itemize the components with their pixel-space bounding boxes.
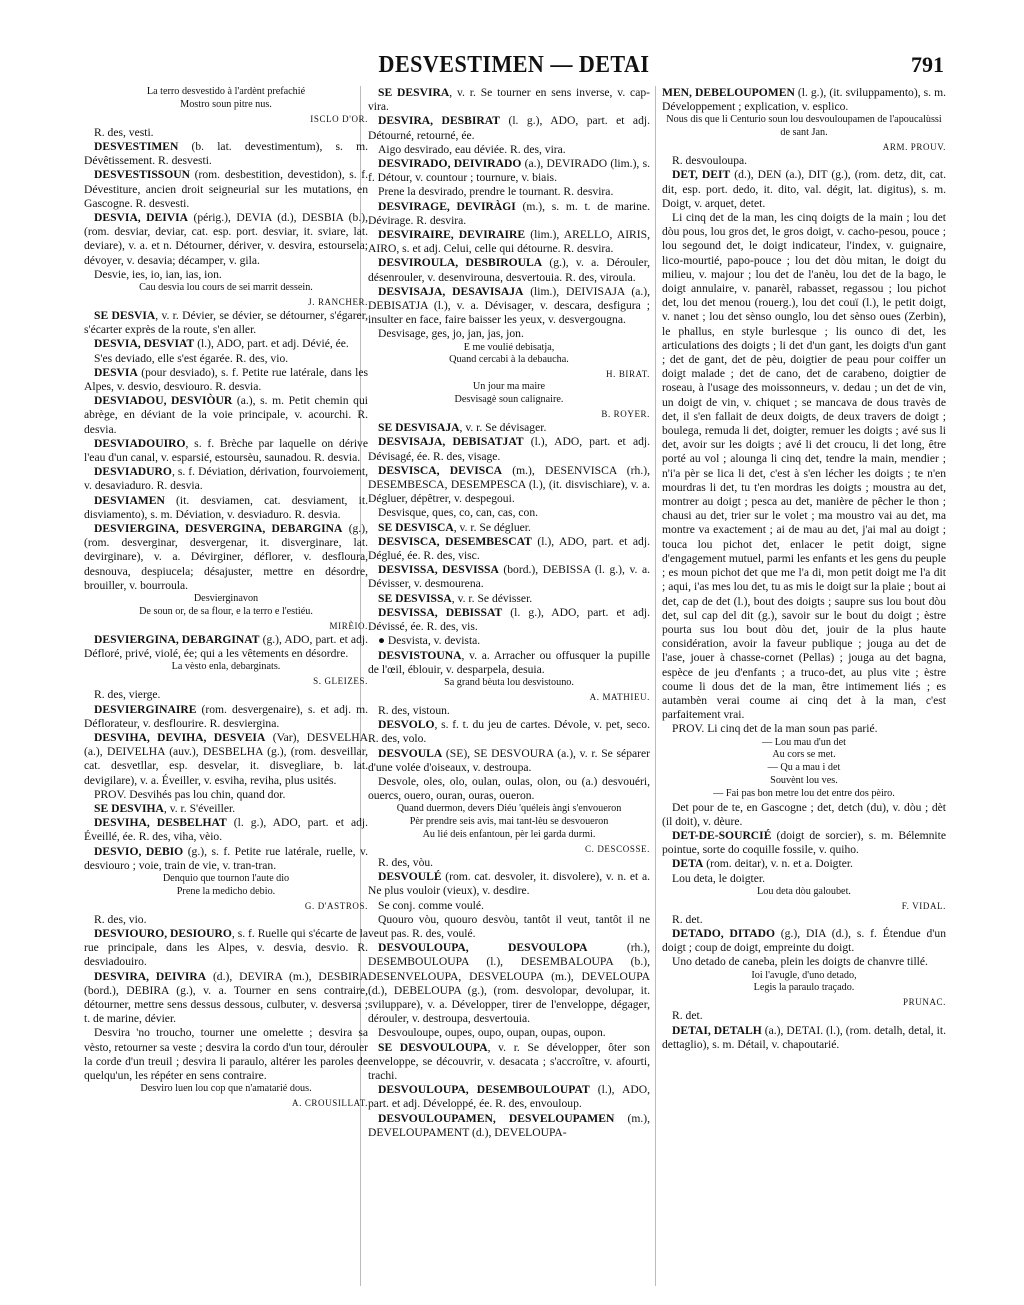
running-title: DESVESTIMEN — DETAI: [378, 52, 650, 78]
headword: SE DESVOULOUPA: [378, 1040, 488, 1054]
headword: DESVISAJA, DESAVISAJA: [378, 284, 524, 298]
dictionary-entry: [368, 1112, 650, 1140]
dictionary-entry: S'es deviado, elle s'est égarée. R. des, vio.: [94, 351, 289, 365]
definition-text: (Var), DESVELHA (a.), DEIVELHA (auv.), DESBELHA (g.), (rom. desveillar, cat. desvetllar, esp. desvelar, it. disvegliare, b. lat. devigilare), v. a. Éveiller, v. esviha, reviha, plus usités.: [84, 730, 368, 787]
dictionary-entry: [368, 718, 650, 746]
headword: SE DESVISSA: [378, 591, 452, 605]
dictionary-entry: Li cinq det de la man, les cinq doigts de la main ; lou det dòu pous, lou gros det, le gros doigt, v. cacho-pesou, pouce ; lou segound det, le doigt indicateur, l'index, v. guignaire, lico-mourtié, papo-pouce ; lou det dòu mitan, le doigt du milieu, v. majour ; lou det de l'anèu, lou det de la bago, le doigt annulaire, v. panarèl, rabasset, regassou ; lou pichot det, lou det menou (rouerg.), lou det couï (l.), le petit doigt, v. nanet ; lou det sènso ounglo, lou det sènso oues (Zerbin), le phallus, en style burlesque ; lis ounco di det, les articulations des doigts ; li det d'un gant, les doigts d'un gant ; det de gant, det de pèu, doigtier de peau pour coiffer un doigt malade ; det de cano, det de carabeno, doigtier de roseau, à l'usage des moissonneurs, v. dedau ; un det de vin, un doigt de vin, v. chiquet ; se mancava de dous travès de det, il s'en fallait de deux doigts, de deux travers de doigt ; boulega, remuda li det, doigter, remuer les doigts ; avé sus li det, avoir sur les doigts ; avé li det croucu, li det long, être porté au vol ; alounga li cinq det, tendre la main, mendier ; n'i'a pèr se lica li det, c'est à s'en lécher les doigts ; te n'en mourdras li det, tu t'en mordras les doigts ; moustra au det, montrer au doigt ; pesca au det, manière de pêcher le thon ; chausi au det, trier sur le volet ; ma moustro vai au det, ma montre va exactement ; ai de mau au det, j'ai mal au doigt ; touca lou pichot det, enlacer le petit doigt, signe d'engagement mutuel, parmi les enfants et les gens du peuple ; es moun pichot det que me l'a di, mon petit doigt me l'a dit ; aqui, i'as mes lou det, tu as mis le doigt sur la plaie ; bout ai det, cap de det (l.), bout des doigts ; saupre sus lou bout dòu det, sul cap del dit (g.), savoir sur le bout du doigt ; èstre pourta sus lou bout dòu det, jouir de la plus haute considération, avoir la faveur publique ; jouga au det de l'ase, jouer à chasse-cornet (Pellas) ; jouga au det bagna, espèce de jeu d'enfants ; a truco-det, au plus vite ; èstre coume li dous det de la man, être intimement liés ; es autambèn verai coume ai cinq det à la man, c'est parfaitement vrai.: [662, 211, 946, 722]
definition-text: (g.), DIA (d.), s. f. Étendue d'un doigt ; coup de doigt, empreinte du doigt.: [662, 926, 946, 955]
headword: DESVISAJA, DEBISATJAT: [378, 435, 524, 449]
citation-author: S. GLEIZES.: [313, 676, 368, 687]
dictionary-entry: [84, 437, 368, 465]
definition-text: (périg.), DEVIA (d.), DESBIA (b.), (rom. desviar, deviar, cat. esp. port. desviar, it. sviare, lat. deviare), v. a. et n. Détourner, dériver, v. desvira, estoursela; dévoyer, v. desavia; décamper, v. gila.: [84, 211, 369, 267]
definition-text: (SE), SE DESVOURA (a.), v. r. Se séparer d'une volée d'oiseaux, v. destroupa.: [368, 746, 650, 774]
dictionary-entry: [368, 941, 650, 1026]
definition-text: (l. g.), ADO, part. et adj. Dévissé, ée. R. des, vis.: [368, 605, 650, 634]
headword: DESVIA: [94, 365, 138, 379]
dictionary-entry: [84, 816, 368, 844]
headword: DESVISCA, DESEMBESCAT: [378, 534, 532, 548]
dictionary-entry: PROV. Li cinq det de la man soun pas parié.: [672, 722, 878, 736]
dictionary-entry: Lou deta, le doigter.: [672, 871, 766, 885]
dictionary-entry: R. des, vio.: [94, 912, 147, 926]
headword: DESVIADOUIRO: [94, 436, 186, 450]
headword: DESVOLO: [378, 718, 435, 732]
citation-verse: La vèsto enla, debarginats.: [171, 661, 281, 673]
definition-text: (a.), DEVIRADO (lim.), s. f. Détour, v. countour ; tournure, v. biais.: [368, 157, 650, 185]
citation-verse: Desviro luen lou cop que n'amatarié dous.: [140, 1083, 312, 1095]
dictionary-entry: [368, 435, 650, 463]
definition-text: (it. desviamen, cat. desviament, it. disviamento), s. m. Déviation, v. desviaduro. R. desvia.: [84, 493, 368, 521]
headword: DESVIADURO: [94, 465, 172, 479]
definition-text: (rh.), DESEMBOULOUPA (l.), DESEMBALOUPA (b.), DESENVELOUPA, DESVELOUPA (m.), DEVELOUPA (d.), DEBELOUPA (g.), (rom. desvolopar, devolupar, it. sviluppare), v. a. Développer, tirer de l'enveloppe, dégager, dérouler, v. destroupa, desvertouia.: [368, 941, 651, 1026]
dictionary-entry: [84, 309, 368, 337]
dictionary-entry: [368, 535, 650, 563]
dictionary-entry: [368, 228, 650, 256]
definition-text: (lim.), DEIVISAJA (a.), DEBISATJA (l.), v. a. Dévisager, v. descara, desfigura ; insulter en face, faire baisser les yeux, v. desvergougna.: [368, 284, 651, 327]
headword: DESVIO, DEBIO: [94, 844, 184, 858]
definition-text: (l.), ADO, part. et adj. Dévié, ée.: [194, 337, 349, 351]
citation-author: ISCLO D'OR.: [310, 113, 368, 124]
definition-text: (l.), ADO, part. et adj. Développé, ée. R. des, envouloup.: [368, 1083, 650, 1111]
definition-text: , v. r. S'éveiller.: [163, 801, 236, 815]
citation-verse: Souvènt lou ves.: [770, 774, 838, 786]
citation-author: PRUNAC.: [903, 997, 946, 1008]
citation-verse: Pèr prendre seis avis, mai tant-lèu se desvoueron: [409, 816, 609, 828]
headword: DESVIRA, DEIVIRA: [94, 969, 207, 983]
definition-text: (g.), ADO, part. et adj. Défloré, privé, violé, ée; qui a les vêtements en désordre.: [84, 632, 368, 661]
dictionary-entry: [368, 1083, 650, 1111]
dictionary-entry: [662, 857, 946, 871]
headword: DESVIRADO, DEIVIRADO: [378, 157, 522, 171]
definition-text: , v. r. Se développer, ôter son enveloppe, se découvrir, v. desacata ; s'accroître, v. afourti, trachi.: [368, 1040, 650, 1082]
citation-verse: Nous dis que li Centurio soun lou desvouloupamen de l'apoucalùssi de sant Jan.: [666, 114, 942, 139]
definition-text: (rom. desvergenaire), s. et adj. m. Déflorateur, v. desflourire. R. desviergina.: [84, 702, 368, 730]
dictionary-entry: [368, 747, 650, 775]
headword: DESVOULOUPA, DESEMBOULOUPAT: [378, 1083, 590, 1097]
definition-text: , s. f. Ruelle qui s'écarte de la rue principale, dans les Alpes, v. desvia, desvio. R. desviadouiro.: [84, 926, 368, 969]
dictionary-entry: [368, 464, 650, 507]
definition-text: (m.), DESENVISCA (rh.), DESEMBESCA, DESEMPESCA (l.), (it. disvischiare), v. a. Dégluer, dépêtrer, v. despegoui.: [368, 463, 650, 506]
definition-text: (l.), ADO, part. et adj. Déglué, ée. R. des, visc.: [368, 534, 650, 563]
dictionary-entry: Prene la desvirado, prendre le tournant. R. desvira.: [378, 185, 614, 199]
definition-text: , v. r. Se dévisager.: [459, 421, 547, 435]
dictionary-entry: [368, 592, 650, 606]
definition-text: (g.), s. f. Petite rue latérale, ruelle, v. desviouro ; voie, train de vie, v. tran-tran.: [84, 844, 369, 872]
dictionary-entry: [662, 1024, 946, 1052]
definition-text: (m.), s. m. t. de marine. Dévirage. R. desvira.: [368, 199, 650, 227]
dictionary-entry: [84, 366, 368, 394]
headword: DESVIRAIRE, DEVIRAIRE: [378, 228, 526, 242]
citation-author: A. CROUSILLAT.: [292, 1097, 368, 1108]
citation-verse: — Lou mau d'un det: [762, 736, 846, 748]
definition-text: (d.), DEVIRA (m.), DESBIRA (bord.), DEBIRA (g.), v. a. Tourner en sens contraire, détourner, mettre sens dessus dessous, culbuter, v. desversa ; t. de marine, dévier.: [84, 969, 368, 1026]
headword: DESVISSA, DESVISSA: [378, 563, 499, 577]
dictionary-entry: [368, 256, 650, 284]
dictionary-entry: [84, 465, 368, 493]
dictionary-entry: [368, 86, 650, 114]
dictionary-entry: R. des, vistoun.: [378, 703, 450, 717]
definition-text: , v. r. Se dévisser.: [451, 591, 533, 605]
citation-verse: Cau desvia lou cours de sei marrit dessein.: [139, 282, 313, 294]
dictionary-entry: [84, 927, 368, 970]
dictionary-entry: [662, 86, 946, 114]
headword: DESVIA, DESVIAT: [94, 337, 195, 351]
citation-verse: Au cors se met.: [772, 749, 836, 761]
citation-author: MIRÈIO.: [329, 620, 368, 631]
headword: SE DESVISAJA: [378, 421, 460, 435]
definition-text: , s. f. Brèche par laquelle on dérive l'eau d'un canal, v. esparsié, estoursèu, saunadou. R. desvia.: [84, 436, 368, 465]
dictionary-entry: [84, 703, 368, 731]
citation-verse: Sa grand bèuta lou desvistouno.: [444, 676, 574, 688]
dictionary-entry: [84, 337, 368, 351]
definition-text: (g.), v. a. Dérouler, désenrouler, v. desenvirouna, desvertouia. R. des, viroula.: [368, 256, 650, 284]
citation-author: F. VIDAL.: [901, 900, 946, 911]
definition-text: (a.), s. m. Petit chemin qui abrège, en déviant de la voie principale, v. acourchi. R. desvia.: [84, 394, 368, 436]
citation-verse: De soun or, de sa flour, e la terro e l'estiéu.: [139, 605, 313, 617]
column-divider: [655, 86, 656, 1286]
definition-text: (m.), DEVELOUPAMENT (d.), DEVELOUPA-: [368, 1111, 651, 1139]
citation-verse: Prene la medicho debio.: [176, 885, 276, 897]
headword: DESVIA, DEIVIA: [94, 211, 189, 225]
dictionary-entry: Desvira 'no troucho, tourner une omelette ; desvira sa vèsto, retourner sa veste ; desvira la cordo d'un tour, dérouler la corde d'un treuil ; desvira li paraulo, altérer les paroles de quelqu'un, les répéter en sens contraire.: [84, 1026, 368, 1082]
headword: DETADO, DITADO: [672, 926, 775, 940]
citation-author: H. BIRAT.: [606, 369, 650, 380]
headword: DESVIROULA, DESBIROULA: [378, 256, 543, 270]
dictionary-entry: Desvouloupe, oupes, oupo, oupan, oupas, oupon.: [378, 1026, 606, 1040]
dictionary-entry: [368, 200, 650, 228]
dictionary-entry: [368, 521, 650, 535]
citation-author: ARM. PROUV.: [882, 142, 946, 152]
dictionary-entry: R. desvouloupa.: [672, 154, 748, 168]
headword: DESVISSA, DEBISSAT: [378, 605, 503, 619]
headword: DESVIERGINA, DESVERGINA, DEBARGINA: [94, 522, 343, 536]
dictionary-entry: [368, 1041, 650, 1084]
dictionary-entry: [84, 140, 368, 168]
dictionary-entry: ● Desvista, v. devista.: [378, 634, 481, 648]
dictionary-entry: [84, 633, 368, 661]
dictionary-entry: [84, 802, 368, 816]
definition-text: (g.), (rom. desverginar, desvergenar, it. disverginare, lat. devirginare), v. a. Dévirginer, déflorer, v. desfloura, desnouva, despiucela; désajuster, mettre en désordre, brouiller, v. bourroula.: [84, 522, 369, 592]
dictionary-entry: [368, 563, 650, 591]
headword: DESVIERGINA, DEBARGINAT: [94, 632, 260, 646]
dictionary-entry: [368, 114, 650, 142]
definition-text: (b. lat. devestimentum), s. m. Dévêtissement. R. desvesti.: [84, 140, 368, 168]
headword: DESVESTISSOUN: [94, 168, 191, 182]
dictionary-entry: [84, 845, 368, 873]
middle-column: [368, 86, 650, 1140]
dictionary-entry: R. det.: [672, 1009, 703, 1023]
definition-text: (l. g.), (it. sviluppamento), s. m. Développement ; explication, v. esplico.: [662, 86, 946, 114]
citation-verse: — Fai pas bon metre lou det entre dos pèiro.: [713, 787, 895, 799]
citation-verse: Desvisagè soun calignaire.: [454, 394, 564, 406]
dictionary-entry: [84, 494, 368, 522]
dictionary-entry: Desvole, oles, olo, oulan, oulas, olon, ou (a.) desvouéri, ouercs, ouero, ouran, ouras, oueron.: [368, 774, 650, 803]
headword: DESVIRA, DESBIRAT: [378, 114, 500, 128]
citation-verse: Quand cercabi à la debaucha.: [449, 354, 569, 366]
headword: DESVOULOUPA, DESVOULOPA: [378, 941, 588, 955]
headword: DETAI, DETALH: [672, 1023, 762, 1037]
dictionary-entry: [662, 168, 946, 211]
dictionary-entry: [84, 394, 368, 437]
dictionary-entry: R. des, vesti.: [94, 125, 154, 139]
right-column: [662, 86, 946, 1052]
definition-text: , v. r. Se dégluer.: [453, 520, 531, 534]
headword: SE DESVIA: [94, 309, 156, 323]
citation-verse: Un jour ma maire: [472, 381, 546, 393]
citation-verse: Desvierginavon: [193, 593, 259, 605]
definition-text: , s. f. t. du jeu de cartes. Dévole, v. pet, seco. R. des, volo.: [368, 718, 650, 746]
dictionary-entry: R. des, vòu.: [378, 855, 434, 869]
dictionary-entry: [84, 168, 368, 211]
citation-author: G. D'ASTROS.: [304, 900, 368, 911]
definition-text: (l. g.), ADO, part. et adj. Éveillé, ée. R. des, viha, vèio.: [84, 816, 369, 844]
headword: DESVIHA, DEVIHA, DESVEIA: [94, 730, 266, 744]
headword: DESVIADOU, DESVIÒUR: [94, 394, 233, 408]
definition-text: , s. f. Déviation, dérivation, fourvoiement, v. desaviaduro. R. desvia.: [84, 465, 368, 493]
dictionary-entry: Desvie, ies, io, ian, ias, ion.: [94, 267, 222, 281]
dictionary-entry: [368, 421, 650, 435]
definition-text: (doigt de sorcier), s. m. Bélemnite pointue, sorte do coquille fossile, v. quiho.: [662, 828, 946, 857]
dictionary-entry: [84, 211, 368, 268]
headword: DET, DEIT: [672, 168, 731, 182]
citation-verse: — Qu a mau i det: [767, 762, 841, 774]
headword: DESVISCA, DEVISCA: [378, 463, 502, 477]
definition-text: (bord.), DEBISSA (l. g.), v. a. Dévisser, v. desmourena.: [368, 563, 650, 591]
dictionary-entry: [368, 649, 650, 677]
dictionary-entry: Det pour de te, en Gascogne ; det, detch (du), v. dòu ; dèt (il doit), v. dèure.: [662, 800, 946, 828]
dictionary-entry: Desvisage, ges, jo, jan, jas, jon.: [378, 327, 524, 341]
headword: MEN, DEBELOUPOMEN: [662, 86, 795, 99]
headword: DESVOULÉ: [378, 870, 442, 884]
definition-text: (lim.), ARELLO, AIRIS, AIRO, s. et adj. Celui, celle qui détourne. R. desvira.: [368, 228, 650, 256]
definition-text: , v. a. Arracher ou offusquer la pupille de l'œil, éblouir, v. desparpela, desuia.: [368, 648, 650, 676]
citation-author: A. MATHIEU.: [589, 691, 650, 702]
headword: DESVIHA, DESBELHAT: [94, 816, 227, 830]
citation-author: C. DESCOSSE.: [585, 843, 650, 854]
dictionary-entry: [84, 522, 368, 593]
definition-text: , v. r. Dévier, se dévier, se détourner, s'égarer, s'écarter exprès de la route, s'en aller.: [84, 309, 368, 337]
dictionary-entry: [662, 829, 946, 857]
page-number: 791: [911, 52, 944, 77]
dictionary-entry: R. det.: [672, 912, 703, 926]
citation-verse: E me voulié debisatja,: [463, 341, 555, 353]
dictionary-entry: [368, 157, 650, 185]
citation-verse: Au lié deis enfantoun, pèr lei garda durmi.: [422, 828, 596, 840]
headword: DESVISTOUNA: [378, 648, 462, 662]
dictionary-entry: Desvisque, ques, co, can, cas, con.: [378, 506, 539, 520]
dictionary-entry: [84, 970, 368, 1027]
definition-text: (l. g.), ADO, part. et adj. Détourné, retourné, ée.: [368, 114, 650, 142]
dictionary-entry: [368, 606, 650, 634]
headword: DESVIAMEN: [94, 493, 165, 507]
left-column: [84, 86, 368, 1110]
dictionary-entry: R. des, vierge.: [94, 688, 161, 702]
page-header: [84, 52, 944, 82]
definition-text: (rom. deitar), v. n. et a. Doigter.: [703, 857, 853, 871]
citation-author: B. ROYER.: [601, 409, 650, 420]
headword: DESVESTIMEN: [94, 140, 179, 153]
dictionary-entry: [84, 731, 368, 788]
headword: DET-DE-SOURCIÉ: [672, 828, 772, 842]
citation-verse: Lou deta dòu galoubet.: [757, 885, 851, 897]
citation-verse: Mostro soun pitre nus.: [180, 98, 272, 110]
headword: DESVOULA: [378, 746, 443, 760]
definition-text: (d.), DEN (a.), DIT (g.), (rom. detz, dit, cat. dit, esp. port. dedo, it. dito, val. dégit, lat. digitus), s. m. Doigt, v. arquet, detet.: [662, 168, 946, 210]
dictionary-entry: [368, 870, 650, 898]
definition-text: (pour desviado), s. f. Petite rue latérale, dans les Alpes, v. desvio, desviouro. R. desvia.: [84, 365, 368, 394]
citation-verse: La terro desvestido à l'ardènt prefachié: [146, 86, 306, 97]
citation-verse: Quand duermon, devers Diéu 'quéleis àngi s'envoueron: [396, 803, 622, 815]
citation-verse: Denquio que tournon l'aute dio: [162, 872, 290, 884]
dictionary-entry: PROV. Desvihés pas lou chin, quand dor.: [94, 787, 286, 801]
definition-text: (a.), DETAI. (l.), (rom. detalh, detal, it. dettaglio), s. m. Détail, v. chapoutarié.: [662, 1023, 946, 1051]
definition-text: (rom. desbestition, devestidon), s. f. Dévestiture, ancien droit seigneurial sur les mutations, en Gascogne. R. desvesti.: [84, 168, 368, 210]
definition-text: , v. r. Se tourner en sens inverse, v. cap-vira.: [368, 86, 651, 114]
headword: DESVIOURO, DESIOURO: [94, 926, 232, 940]
dictionary-entry: [662, 927, 946, 955]
headword: DETA: [672, 857, 704, 871]
headword: SE DESVIRA: [378, 86, 450, 99]
definition-text: (rom. cat. desvoler, it. disvolere), v. n. et a. Ne plus vouloir (vieux), v. desdire.: [368, 870, 650, 898]
dictionary-entry: Quouro vòu, quouro desvòu, tantôt il veut, tantôt il ne veut pas. R. des, voulé.: [368, 912, 650, 940]
headword: DESVIRAGE, DEVIRÀGI: [378, 199, 516, 213]
headword: SE DESVIHA: [94, 801, 164, 815]
dictionary-entry: Uno detado de caneba, plein les doigts de chanvre tillé.: [672, 955, 928, 969]
dictionary-entry: Se conj. comme voulé.: [378, 898, 484, 912]
citation-author: J. RANCHER.: [308, 296, 368, 307]
headword: DESVOULOUPAMEN, DESVELOUPAMEN: [378, 1111, 615, 1125]
headword: SE DESVISCA: [378, 520, 454, 534]
dictionary-entry: [368, 285, 650, 328]
definition-text: (l.), ADO, part. et adj. Dévisagé, ée. R. des, visage.: [368, 435, 651, 463]
headword: DESVIERGINAIRE: [94, 702, 197, 716]
citation-verse: Legis la paraulo traçado.: [753, 982, 855, 994]
citation-verse: Ioi l'avugle, d'uno detado,: [751, 969, 857, 981]
dictionary-entry: Aigo desvirado, eau déviée. R. des, vira.: [378, 142, 566, 156]
